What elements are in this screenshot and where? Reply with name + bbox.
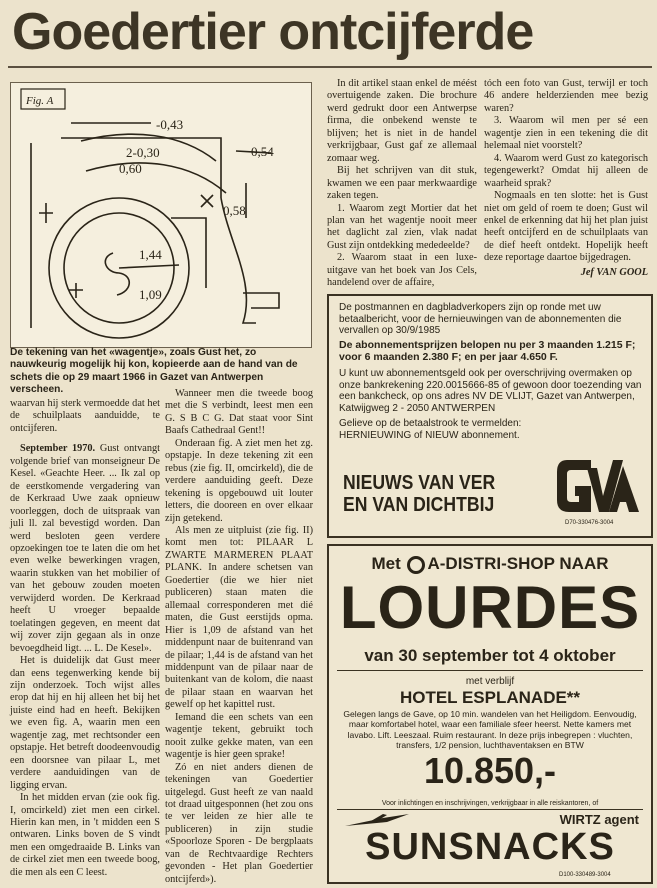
- trip-price: 10.850,-: [423, 750, 557, 791]
- paragraph: 1. Waarom zegt Mortier dat het plan van het wagentje nooit meer het daglicht zal zien, vlak nadat Gust zijn ontdekking mededeelde?: [327, 202, 477, 251]
- hotel-description: Gelegen langs de Gave, op 10 min. wandelen van het Heiligdom. Eenvoudig, maar komfortabel hotel, waar een familiale sfeer heerst. Nette kamers met lavabo. Lift. Leeszaal. Ruim restaurant. In deze prijs inbegrepen : vluchten, transfers, 1/2 pension, luchthaventaksen en BTW: [343, 709, 637, 751]
- section-date: September 1970.: [20, 443, 96, 455]
- paragraph: Het is duidelijk dat Gust meer dan eens tegenwerking kende bij zijn onderzoek. Toch wijst alles erop dat hij en hij alleen het bij het juiste eind had en heeft. Bekijken we even fig. A, waarin men een wagentje zag, met rechtsonder een opstapje. Het betreft doodeenvoudig een doorsnee van pilaar L, met verdere aanduidingen van de ligging ervan.: [10, 655, 160, 791]
- stay-label: met verblijf: [465, 676, 515, 687]
- distri-text: A-DISTRI-SHOP NAAR: [427, 554, 609, 573]
- paragraph: [10, 443, 160, 655]
- dim-label: 1,44: [139, 247, 162, 262]
- paragraph: 2. Waarom staat in een luxe-uitgave van het boek van Jos Cels, handelend over de affaire,: [327, 252, 477, 289]
- figure-a: [10, 82, 312, 348]
- article-column-3: [327, 78, 477, 290]
- dim-label: 1,09: [139, 287, 162, 302]
- brand-name: SUNSNACKS: [365, 826, 615, 868]
- lourdes-travel-ad: [327, 544, 653, 884]
- subscription-ad: [327, 294, 653, 538]
- ad-mention: Gelieve op de betaalstrook te vermelden:: [339, 418, 522, 429]
- destination-title: LOURDES: [339, 574, 641, 641]
- paragraph: Onderaan fig. A ziet men het zg. opstapje. In deze tekening zit een rebus (zie fig. II, omcirkeld), die de verdere aanduiding geeft. Deze tekening is opgebouwd uit louter letters, die dooreen en over elkaar zijn getekend.: [165, 437, 313, 524]
- headline: Goedertier ontcijferde: [12, 3, 534, 61]
- gva-logo-icon: [553, 452, 641, 518]
- paragraph: tóch een foto van Gust, terwijl er toch 46 andere helderzienden mee bezig waren?: [484, 78, 648, 114]
- paragraph-text: Gust ontvangt volgende brief van monseigneur De Kesel. «Geachte Heer. ... Ik zal op de eerstkomende vergadering van de Kerkraad Uwe zaak opnieuw voorleggen, doch de uitspraak van juli ll. zal bevestigd worden. Dan werd besloten geen verdere opzoekingen toe te laten die om het even welke bewerkingen vragen, waarin stukken van het mobilier of van het gebouw zouden moeten verwijderd worden. De Kerkraad heeft U vroeger bepaalde toelatingen gegeven, en meent dat wij zover zijn gegaan als in onze bevoegdheid ligt. ... L. De Kesel».: [10, 443, 160, 654]
- info-line: Voor inlichtingen en inschrijvingen, verkrijgbaar in alle reiskantoren, of: [381, 800, 599, 807]
- article-column-4: [484, 78, 648, 279]
- wagon-sketch: [11, 83, 311, 347]
- dim-label: 2-0,30: [126, 145, 160, 160]
- hotel-name: HOTEL ESPLANADE**: [399, 688, 581, 707]
- paragraph: 3. Waarom wil men per sé een wagentje zien in een tekening die dit helemaal niet voorstelt?: [484, 115, 648, 152]
- ad-renew: HERNIEUWING of NIEUW abonnement.: [339, 430, 520, 441]
- paragraph: Als men ze uitpluist (zie fig. II) komt men tot: PILAAR L ZWARTE MARMEREN PLAAT PLANK. In andere schetsen van Goedertier (die we hier niet publiceren) staan maten die allemaal corresponderen met dié maten, die Gust eerstijds opma. Hier is 1,09 de afstand van het middenpunt naar de buitenrand van de pilaar; 1,44 is de afstand van het middenpunt van de pilaar naar de buitenkant van de kolom, die naast de pilaar staan en waarvan het gewelf op het kapittel rust.: [165, 524, 313, 711]
- divider: [337, 809, 643, 810]
- trip-dates: van 30 september tot 4 oktober: [364, 646, 616, 665]
- dim-label: 0,54: [251, 144, 274, 159]
- distri-shop-logo-icon: [407, 556, 425, 574]
- headline-rule: [8, 66, 652, 68]
- paragraph: Iemand die een schets van een wagentje tekent, gebruikt toch nooit zulke gekke maten, van een wagentje is hier geen sprake!: [165, 711, 313, 761]
- met-text: Met: [371, 554, 401, 573]
- figure-label: Fig. A: [26, 95, 54, 107]
- ad-intro: De postmannen en dagbladverkopers zijn op ronde met uw betaalbericht, voor de hernieuwingen van de abonnementen die vervallen op 30/9/1985: [339, 302, 622, 337]
- ad-met-line: [329, 554, 651, 574]
- paragraph: Zó en niet anders dienen de tekeningen van Goedertier uitgelegd. Gust heeft ze van naald tot draad uitgesponnen (het zou ons te ver leiden ze hier alle te publiceren) in zijn studie «Spoorloze Sporen - De bergplaats van de Rechtvaardige Rechters gevonden - Het plan Goedertier ontcijferd»).: [165, 761, 313, 885]
- article-column-1: [10, 398, 160, 879]
- dim-label: 0,58: [223, 203, 246, 218]
- ad-code: D100-330489-3004: [559, 872, 611, 878]
- article-column-2: [165, 388, 313, 886]
- divider: [337, 670, 643, 671]
- figure-caption: De tekening van het «wagentje», zoals Gust het, zo nauwkeurig mogelijk hij kon, kopieerde aan de hand van de schets die op 29 maart 1966 in Gazet van Antwerpen verscheen.: [10, 347, 298, 396]
- paragraph: Nogmaals en ten slotte: het is Gust niet om geld of roem te doen; Gust wil enkel de erkenning dat hij het plan juist heeft ontcijferd en de schuilplaats van de dief heeft ontdekt. Hopelijk heeft deze reportage daartoe bijgedragen.: [484, 190, 648, 264]
- ad-transfer: U kunt uw abonnementsgeld ook per overschrijving overmaken op onze bankrekening 220.0015666-85 of gewoon door toezending van een bankcheck, op ons adres NV DE VLIJT, Gazet van Antwerpen, Katwijgweg 2 - 2050 ANTWERPEN: [339, 368, 642, 414]
- paragraph: Bij het schrijven van dit stuk, kwamen we een paar merkwaardige zaken tegen.: [327, 165, 477, 202]
- dim-label: -0,43: [156, 117, 184, 132]
- paragraph: In dit artikel staan enkel de méést overtuigende zaken. Die brochure werd gedrukt door een Antwerpse firma, die onbekend wenste te blijven; het is niet in de handel verkrijgbaar, Gust gaf ze allemaal zomaar weg.: [327, 78, 477, 164]
- dim-label: 0,60: [119, 161, 142, 176]
- agent-name: WIRTZ agent: [559, 812, 639, 827]
- ad-slogan: NIEUWS VAN VER EN VAN DICHTBIJ: [343, 472, 496, 516]
- paragraph: 4. Waarom werd Gust zo kategorisch tegengewerkt? Omdat hij alleen de waarheid sprak?: [484, 152, 648, 189]
- paragraph: In het midden ervan (zie ook fig. I, omcirkeld) ziet men een cirkel. Hierin kan men, in 't midden een S ontwaren. Links boven de S vindt men een omgedraaide B. Links van de cirkel ziet men een tweede boog, die men als een C leest.: [10, 792, 160, 878]
- ad-prices: De abonnementsprijzen belopen nu per 3 maanden 1.215 F; voor 6 maanden 2.380 F; en per jaar 4.650 F.: [339, 339, 636, 363]
- ad-code: D70-330476-3004: [565, 520, 614, 526]
- paragraph: Wanneer men die tweede boog met die S verbindt, leest men een G. S B C G. Dat staat voor Sint Baafs Cathedraal Gent!!: [165, 388, 313, 437]
- author-signature: Jef VAN GOOL: [580, 266, 648, 278]
- paragraph: waarvan hij sterk vermoedde dat het de schuilplaats aanduidde, te ontcijferen.: [10, 398, 160, 434]
